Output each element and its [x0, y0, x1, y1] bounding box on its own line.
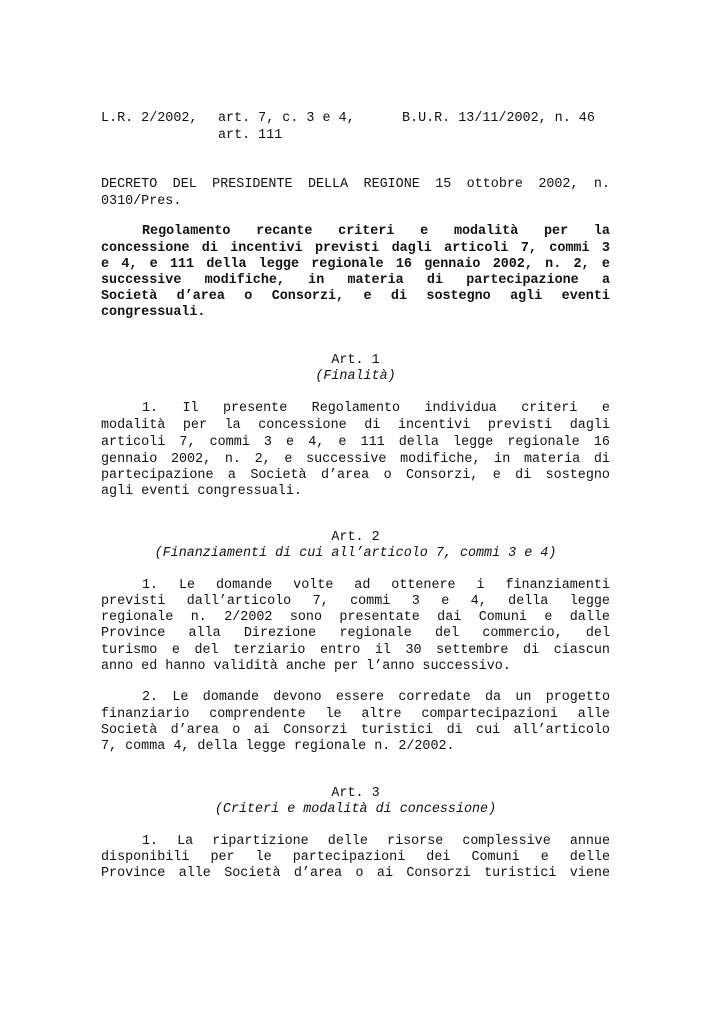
word: delle: [327, 834, 368, 849]
word: Regolamento: [311, 401, 401, 416]
word: legge: [258, 257, 299, 272]
word: il: [374, 643, 391, 658]
word: risorse: [387, 834, 444, 849]
word: domande: [216, 578, 273, 593]
word: 1.: [142, 834, 159, 849]
word: partecipazioni: [292, 850, 406, 865]
word: DECRETO: [101, 177, 158, 192]
art1-p1-line-1: [142, 400, 610, 417]
word: e: [544, 610, 553, 625]
word: materia: [523, 452, 581, 467]
word: 1.: [142, 401, 159, 416]
word: turistici: [484, 866, 557, 881]
word: compartecipazioni: [421, 707, 558, 722]
word: per: [182, 418, 207, 433]
word: turismo: [101, 643, 158, 658]
word: 2,: [254, 452, 271, 467]
word: per: [210, 850, 235, 865]
word: di: [515, 468, 532, 483]
word: dei: [426, 850, 451, 865]
word: disponibili: [101, 850, 190, 865]
word: criteri: [338, 224, 395, 239]
word: di: [426, 273, 443, 288]
word: Consorzi: [406, 866, 471, 881]
word: 7,: [179, 435, 196, 450]
word: Direzione: [243, 626, 317, 641]
word: previsti: [314, 241, 380, 256]
word: cui: [476, 723, 501, 738]
word: 2002,: [170, 452, 212, 467]
art2-p1-line-1: [142, 577, 610, 594]
word: a: [227, 468, 236, 483]
word: 2002,: [538, 177, 579, 192]
word: e: [420, 224, 429, 239]
word: REGIONE: [363, 177, 420, 192]
word: articoli: [444, 241, 509, 256]
word: alla: [188, 626, 221, 641]
word: un: [515, 690, 532, 705]
art2-p1-line-2: [101, 593, 610, 610]
word: complessive: [462, 834, 551, 849]
word: 4,: [470, 594, 487, 609]
word: 15: [435, 177, 452, 192]
title-line-6: congressuali.: [101, 305, 206, 320]
word: successive: [101, 273, 182, 288]
word: la: [224, 418, 241, 433]
word: regionale: [507, 435, 580, 450]
word: altre: [361, 707, 402, 722]
word: concessione: [101, 241, 190, 256]
word: annue: [569, 834, 610, 849]
word: 4,: [121, 257, 138, 272]
word: Regolamento: [142, 224, 231, 239]
word: Società: [224, 866, 281, 881]
word: n.: [593, 177, 610, 192]
word: della: [508, 594, 549, 609]
word: 30: [405, 643, 422, 658]
word: alle: [178, 866, 211, 881]
word: sono: [289, 610, 322, 625]
word: Comuni: [471, 850, 520, 865]
word: ripartizione: [212, 834, 309, 849]
word: i: [476, 578, 485, 593]
word: Le: [172, 690, 189, 705]
word: corredate: [398, 690, 471, 705]
word: o: [383, 468, 392, 483]
title-line-1: [142, 223, 610, 240]
word: domande: [202, 690, 259, 705]
word: concessione: [258, 418, 347, 433]
word: 4,: [308, 435, 325, 450]
word: 2002,: [492, 257, 533, 272]
word: dagli: [569, 418, 610, 433]
word: modalità: [453, 224, 519, 239]
word: progetto: [545, 690, 610, 705]
word: o: [244, 289, 253, 304]
art3-p1-line-1: [142, 833, 610, 850]
word: 111: [169, 257, 195, 272]
word: partecipazione: [101, 468, 214, 483]
word: e: [101, 257, 110, 272]
word: Consorzi,: [271, 289, 345, 304]
art3-p1-line-2: [101, 849, 610, 866]
word: di: [593, 452, 610, 467]
word: partecipazione: [466, 273, 579, 288]
word: alle: [577, 707, 610, 722]
art2-p1-line-6: anno ed hanno validità anche per l’anno successivo.: [101, 659, 511, 674]
bur-reference: B.U.R. 13/11/2002, n. 46: [402, 111, 595, 126]
art1-p1-line-4: [101, 451, 610, 468]
art3-heading: Art. 3: [331, 786, 380, 801]
word: successive: [306, 452, 387, 467]
articles-reference: art. 7, c. 3 e 4,: [218, 111, 355, 126]
word: 111: [360, 435, 385, 450]
word: per: [544, 224, 569, 239]
word: commercio,: [482, 626, 563, 641]
word: d’area: [293, 866, 343, 881]
title-line-2: [101, 240, 610, 257]
word: d’area: [176, 289, 225, 304]
word: modifiche,: [400, 452, 481, 467]
word: dall’articolo: [186, 594, 292, 609]
word: Società: [250, 468, 307, 483]
word: essere: [335, 690, 385, 705]
word: turistici: [360, 723, 434, 738]
decree-line-2: 0310/Pres.: [101, 194, 182, 209]
word: individua: [424, 401, 497, 416]
word: comprendente: [209, 707, 306, 722]
word: previsti: [487, 418, 553, 433]
word: in: [308, 273, 325, 288]
art1-heading: Art. 1: [331, 353, 380, 368]
art2-p2-line-4: 7, comma 4, della legge regionale n. 2/2002.: [101, 739, 455, 754]
word: dalle: [569, 610, 610, 625]
word: in: [494, 452, 511, 467]
word: terziario: [233, 643, 306, 658]
title-line-4: [101, 272, 610, 289]
word: agli: [510, 289, 543, 304]
word: incentivi: [397, 418, 471, 433]
word: regionale: [101, 610, 174, 625]
word: e: [601, 257, 610, 272]
word: regionale: [339, 626, 412, 641]
art2-p1-line-5: [101, 642, 610, 659]
word: criteri: [521, 401, 578, 416]
word: previsti: [101, 594, 166, 609]
word: eventi: [561, 289, 610, 304]
word: devono: [273, 690, 322, 705]
word: la: [593, 224, 610, 239]
word: di: [523, 643, 540, 658]
word: legge: [569, 594, 610, 609]
title-line-3: [101, 256, 610, 273]
art2-subtitle: (Finanziamenti di cui all’articolo 7, commi 3 e 4): [154, 546, 557, 561]
word: del: [434, 626, 460, 641]
word: del: [585, 626, 610, 641]
word: gennaio: [101, 452, 158, 467]
word: della: [398, 435, 439, 450]
word: entro: [320, 643, 361, 658]
word: delle: [569, 850, 610, 865]
word: n.: [545, 257, 562, 272]
art1-subtitle: (Finalità): [315, 369, 396, 384]
decree-line-1: [101, 176, 610, 193]
word: e: [171, 643, 180, 658]
word: legge: [453, 435, 494, 450]
art1-p1-line-5: [101, 467, 610, 484]
word: 2.: [142, 690, 159, 705]
art3-p1-line-3: [101, 865, 610, 882]
word: 3: [601, 241, 610, 256]
word: modifiche,: [204, 273, 285, 288]
word: 16: [593, 435, 610, 450]
word: DEL: [172, 177, 197, 192]
word: Il: [182, 401, 199, 416]
word: DELLA: [307, 177, 349, 192]
word: sostegno: [545, 468, 610, 483]
word: del: [194, 643, 219, 658]
word: e: [284, 452, 293, 467]
word: le: [325, 707, 342, 722]
word: finanziamenti: [505, 578, 610, 593]
word: della: [206, 257, 247, 272]
art1-p1-line-6: agli eventi congressuali.: [101, 484, 302, 499]
word: dagli: [391, 241, 432, 256]
word: e: [149, 257, 158, 272]
articles-reference-2: art. 111: [218, 128, 283, 143]
art2-p2-line-3: [101, 722, 610, 739]
word: di: [390, 289, 407, 304]
art1-p1-line-2: [101, 417, 610, 434]
law-reference: L.R. 2/2002,: [101, 111, 198, 126]
title-line-5: [101, 288, 610, 305]
word: Province: [101, 626, 166, 641]
word: ciascun: [553, 643, 610, 658]
word: 3: [263, 435, 272, 450]
word: sostegno: [426, 289, 491, 304]
word: finanziario: [101, 707, 190, 722]
word: n.: [190, 610, 207, 625]
word: Province: [101, 866, 166, 881]
word: Consorzi,: [406, 468, 479, 483]
art1-p1-line-3: [101, 434, 610, 451]
word: n.: [224, 452, 241, 467]
word: da: [484, 690, 502, 705]
word: di: [201, 241, 218, 256]
word: e: [540, 850, 549, 865]
word: Società: [101, 723, 158, 738]
word: presente: [222, 401, 288, 416]
art2-p1-line-4: [101, 625, 610, 642]
word: di: [364, 418, 381, 433]
word: all’articolo: [513, 723, 610, 738]
word: 7,: [520, 241, 537, 256]
word: materia: [347, 273, 404, 288]
word: Consorzi: [283, 723, 348, 738]
word: d’area: [170, 723, 219, 738]
word: recante: [256, 224, 313, 239]
word: 3: [411, 594, 420, 609]
word: a: [601, 273, 610, 288]
word: incentivi: [230, 241, 303, 256]
word: Società: [101, 289, 158, 304]
art2-heading: Art. 2: [331, 530, 380, 545]
word: commi: [209, 435, 250, 450]
word: dai: [437, 610, 462, 625]
word: e: [338, 435, 347, 450]
word: 7,: [312, 594, 329, 609]
word: Le: [179, 578, 196, 593]
word: volte: [293, 578, 334, 593]
word: ai: [253, 723, 270, 738]
word: le: [255, 850, 272, 865]
word: d’area: [320, 468, 370, 483]
word: o: [355, 866, 364, 881]
word: Comuni: [478, 610, 527, 625]
word: 2/2002: [224, 610, 273, 625]
art2-p2-line-2: [101, 706, 610, 723]
art3-subtitle: (Criteri e modalità di concessione): [214, 802, 497, 817]
word: e: [601, 401, 610, 416]
word: ottenere: [391, 578, 456, 593]
word: di: [446, 723, 463, 738]
word: settembre: [436, 643, 509, 658]
word: e: [363, 289, 372, 304]
word: o: [232, 723, 241, 738]
word: commi: [350, 594, 391, 609]
word: e: [441, 594, 450, 609]
word: La: [177, 834, 194, 849]
word: viene: [569, 866, 610, 881]
word: gennaio: [424, 257, 481, 272]
word: PRESIDENTE: [212, 177, 293, 192]
word: ottobre: [466, 177, 523, 192]
art2-p2-line-1: [142, 689, 610, 706]
word: ad: [354, 578, 371, 593]
word: e: [286, 435, 295, 450]
word: presentate: [339, 610, 420, 625]
word: 16: [395, 257, 412, 272]
art2-p1-line-3: [101, 609, 610, 626]
word: ai: [376, 866, 393, 881]
word: commi: [549, 241, 590, 256]
word: regionale: [311, 257, 384, 272]
word: e: [492, 468, 501, 483]
word: 2,: [573, 257, 590, 272]
word: 1.: [142, 578, 159, 593]
word: articoli: [101, 435, 166, 450]
word: modalità: [101, 418, 166, 433]
